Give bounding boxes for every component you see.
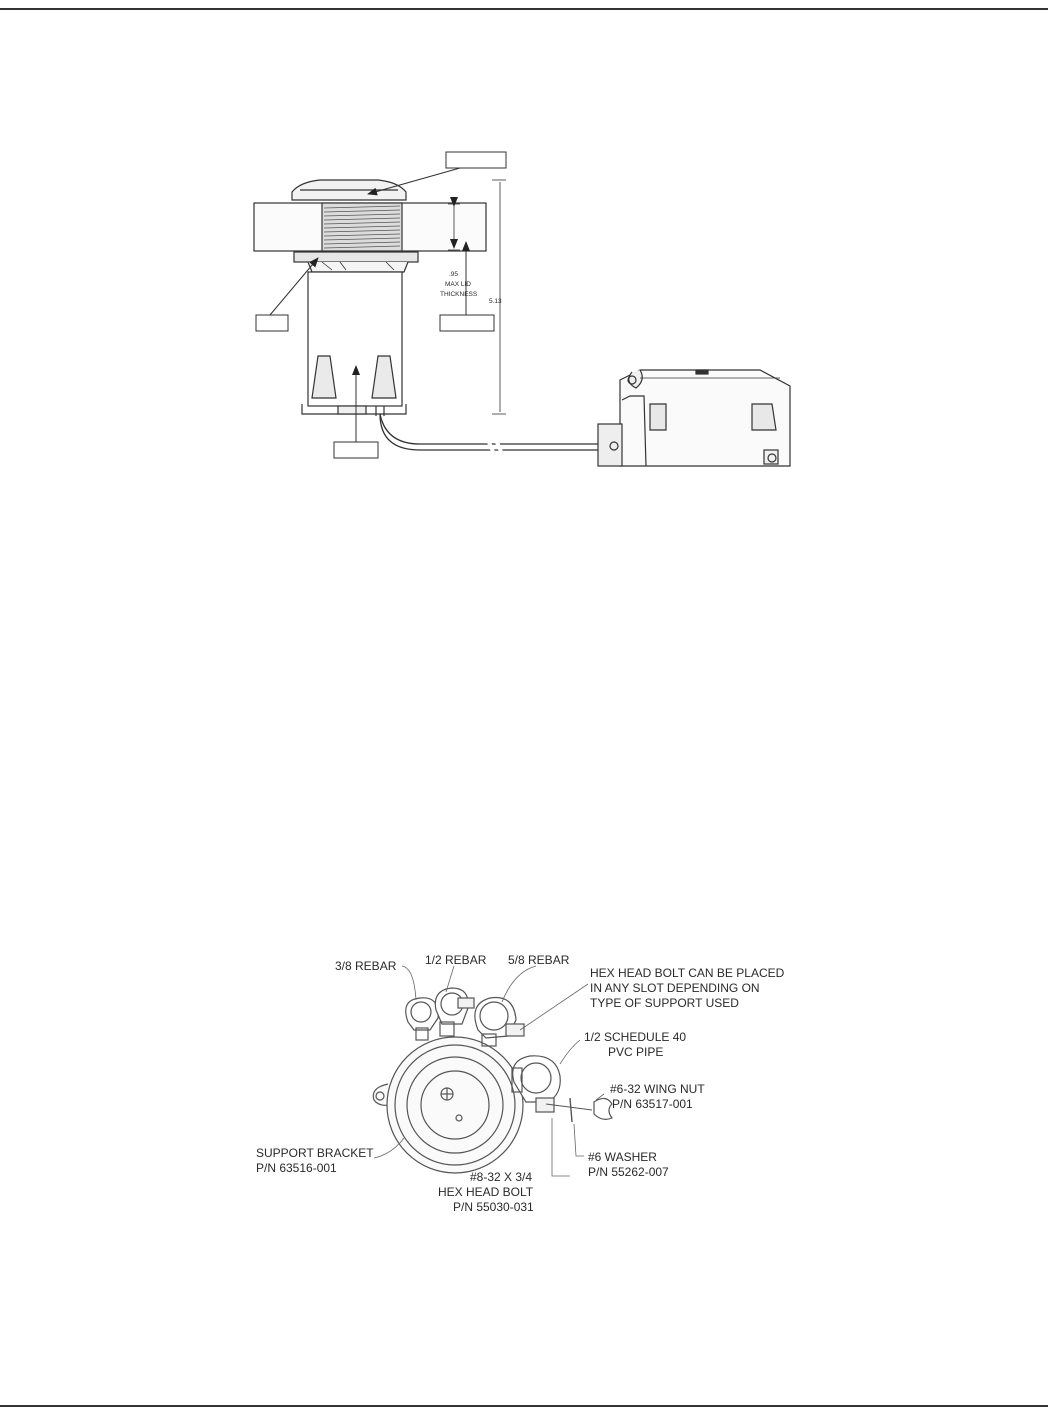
label-hex-note-1: HEX HEAD BOLT CAN BE PLACED [590, 966, 785, 980]
overall-height-value: 5.13 [489, 298, 502, 305]
flange-nut [294, 252, 418, 262]
label-bracket-2: P/N 63516-001 [256, 1161, 337, 1175]
lid-thickness-label-2: THICKNESS [440, 291, 478, 298]
label-washer-1: #6 WASHER [588, 1150, 657, 1164]
clamp-5-8-rebar [475, 997, 524, 1046]
clamp-3-8-rebar [406, 998, 438, 1040]
clamp-1-2-rebar [435, 988, 474, 1036]
sensor-side-view-diagram [254, 152, 790, 466]
wing-nut [594, 1098, 612, 1119]
label-washer-2: P/N 55262-007 [588, 1165, 669, 1179]
controller-box [598, 370, 790, 466]
lid-thickness-label-1: MAX LID [445, 281, 472, 288]
lid-thickness-value: .95 [449, 271, 459, 278]
label-wingnut-1: #6-32 WING NUT [610, 1082, 705, 1096]
callout-box-3 [440, 315, 494, 331]
label-wingnut-2: P/N 63517-001 [612, 1097, 693, 1111]
label-5-8-rebar: 5/8 REBAR [508, 953, 570, 967]
callout-box-4 [334, 442, 378, 458]
label-1-2-rebar: 1/2 REBAR [425, 953, 487, 967]
callout-box-2 [256, 315, 288, 331]
washer [570, 1098, 572, 1122]
label-pvc-2: PVC PIPE [608, 1045, 664, 1059]
label-hex-note-2: IN ANY SLOT DEPENDING ON [590, 981, 760, 995]
callout-box-1 [446, 152, 506, 168]
label-bolt-2: HEX HEAD BOLT [438, 1185, 534, 1199]
label-3-8-rebar: 3/8 REBAR [335, 959, 397, 973]
label-bolt-3: P/N 55030-031 [453, 1200, 534, 1214]
label-hex-note-3: TYPE OF SUPPORT USED [590, 996, 739, 1010]
label-bracket-1: SUPPORT BRACKET [256, 1146, 374, 1160]
support-bracket-diagram [373, 966, 612, 1176]
label-pvc-1: 1/2 SCHEDULE 40 [584, 1030, 687, 1044]
label-bolt-1: #8-32 X 3/4 [470, 1170, 533, 1184]
